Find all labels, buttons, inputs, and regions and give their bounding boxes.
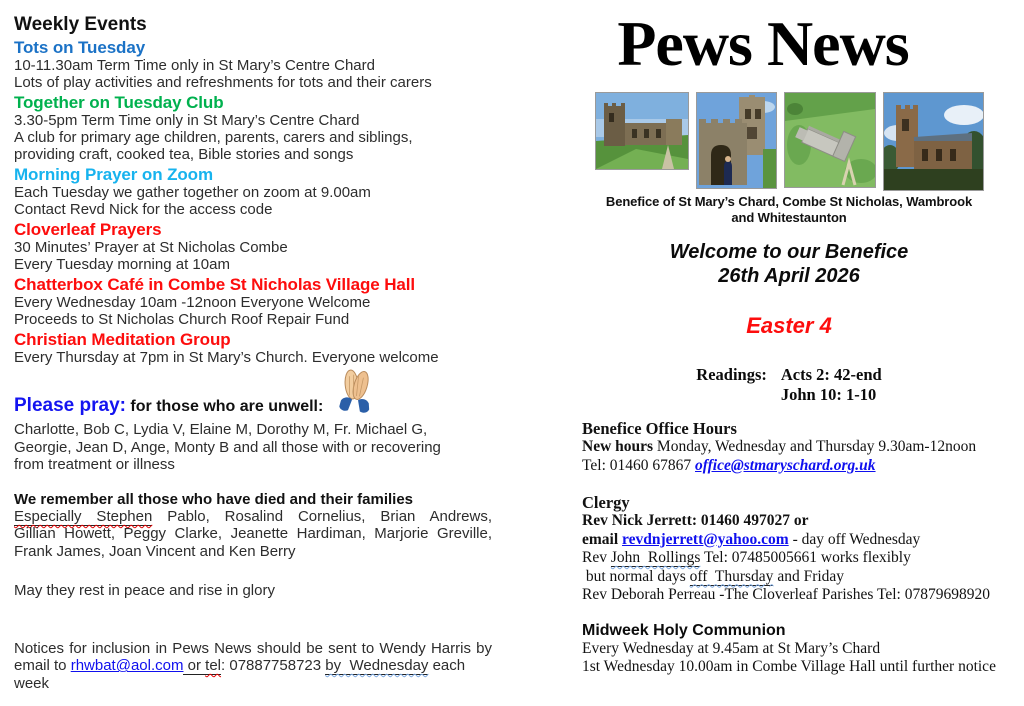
email-link-aol[interactable]: rhwbat@aol.com: [70, 657, 184, 675]
reading-line: John 10: 1-10: [780, 385, 877, 404]
masthead-title: Pews News: [617, 8, 909, 79]
welcome-heading: [556, 240, 1022, 288]
off-thursday-underlined-text: off Thursday: [689, 567, 774, 585]
midweek-heading: Midweek Holy Communion: [582, 621, 786, 639]
reading-line: Acts 2: 42-end: [780, 365, 882, 384]
remembrance-line: [14, 508, 492, 526]
office-hours-text: Monday, Wednesday and Thursday 9.30am-12noon: [653, 438, 977, 455]
event-line: Proceeds to St Nicholas Church Roof Repair Fund: [14, 311, 350, 328]
event-tots-on-tuesday: [14, 38, 492, 91]
event-cloverleaf-prayers: [14, 220, 492, 273]
church-photo-combe-porch: [696, 92, 777, 189]
event-line: 10-11.30am Term Time only in St Mary’s Centre Chard: [14, 57, 375, 74]
event-title: Tots on Tuesday: [14, 38, 146, 57]
please-pray-subheading: for those who are unwell:: [130, 398, 324, 415]
notices-text: : 07887758723: [221, 657, 326, 675]
pray-names-line: Charlotte, Bob C, Lydia V, Elaine M, Dorothy M, Fr. Michael G,: [14, 421, 428, 438]
event-line: 3.30-5pm Term Time only in St Mary’s Centre Chard: [14, 112, 360, 129]
event-line: 30 Minutes’ Prayer at St Nicholas Combe: [14, 239, 288, 256]
office-hours-line: [582, 438, 1022, 457]
clergy-line-nick: Rev Nick Jerrett: 01460 497027 or: [582, 512, 809, 529]
church-photo-st-marys-chard: [595, 92, 689, 170]
tel-underlined-text: tel: [205, 657, 222, 675]
midweek-line: 1st Wednesday 10.00am in Combe Village Hall until further notice: [582, 658, 996, 675]
season-heading: Easter 4: [746, 313, 832, 338]
clergy-text: and Friday: [773, 567, 845, 585]
email-link-yahoo[interactable]: revdnjerrett@yahoo.com: [622, 530, 789, 548]
email-label: email: [582, 530, 623, 548]
event-line: Every Thursday at 7pm in St Mary’s Church. Everyone welcome: [14, 349, 439, 366]
remembrance-line: Gillian Howett, Peggy Clarke, Jeanette Hardiman, Marjorie Greville,: [14, 525, 492, 543]
clergy-text: but normal days: [582, 567, 690, 585]
notices-text: email to: [14, 657, 71, 675]
remembrance-section: [14, 491, 492, 599]
event-morning-prayer: [14, 165, 492, 218]
clergy-text: - day off Wednesday: [788, 530, 921, 548]
benefice-caption-line: and Whitestaunton: [731, 210, 847, 225]
by-wednesday-underlined-text: by Wednesday: [325, 657, 429, 675]
pray-names-line: from treatment or illness: [14, 456, 175, 474]
event-chatterbox-cafe: [14, 275, 492, 328]
praying-hands-icon: [334, 369, 378, 420]
event-line: providing craft, cooked tea, Bible stories and songs: [14, 146, 354, 163]
event-title: Morning Prayer on Zoom: [14, 165, 213, 184]
notices-text: or: [183, 657, 206, 675]
readings-label: Readings:: [696, 365, 767, 384]
church-photo-whitestaunton: [883, 92, 984, 191]
event-line: Each Tuesday we gather together on zoom at 9.00am: [14, 184, 371, 201]
office-tel-text: Tel: 01460 67867: [582, 456, 696, 474]
office-heading: Benefice Office Hours: [582, 419, 737, 438]
clergy-heading: Clergy: [582, 493, 630, 512]
please-pray-heading: Please pray:: [14, 395, 126, 416]
midweek-line: Every Wednesday at 9.45am at St Mary’s Chard: [582, 639, 881, 657]
clergy-line-rollings: [582, 549, 1022, 568]
church-photo-aerial-wambrook: [784, 92, 876, 188]
church-photos-row: [556, 92, 1022, 191]
clergy-line-email: [582, 531, 1022, 550]
remembrance-line: Frank James, Joan Vincent and Ken Berry: [14, 542, 296, 560]
clergy-line-deborah: Rev Deborah Perreau -The Cloverleaf Parishes Tel: 07879698920: [582, 586, 990, 603]
especially-underlined-text: Especially Stephen: [14, 507, 153, 525]
event-title: Together on Tuesday Club: [14, 93, 224, 112]
clergy-line-days: [582, 568, 1022, 587]
event-line: Lots of play activities and refreshments for tots and their carers: [14, 74, 432, 91]
left-column: [14, 14, 492, 692]
notices-text: each week: [14, 657, 470, 692]
clergy-text: Rev: [582, 549, 611, 566]
john-rollings-underlined-text: John Rollings: [610, 549, 701, 566]
pray-names-line: Georgie, Jean D, Ange, Monty B and all those with or recovering: [14, 438, 441, 456]
right-column: [556, 8, 1022, 677]
office-hours-section: [556, 419, 1022, 475]
midweek-communion-section: [556, 621, 1022, 677]
event-line: Contact Revd Nick for the access code: [14, 201, 273, 218]
event-title: Christian Meditation Group: [14, 330, 231, 349]
event-title: Chatterbox Café in Combe St Nicholas Village Hall: [14, 275, 415, 294]
notices-line: Notices for inclusion in Pews News should be sent to Wendy Harris by: [14, 639, 492, 657]
closing-line: May they rest in peace and rise in glory: [14, 581, 275, 599]
remembrance-text: Pablo, Rosalind Cornelius, Brian Andrews,: [152, 507, 492, 525]
readings-list: [781, 365, 882, 405]
pray-names: [14, 421, 492, 474]
email-link-office[interactable]: office@stmaryschard.org.uk: [695, 456, 876, 474]
new-hours-label: New hours: [582, 438, 654, 455]
benefice-caption-line: Benefice of St Mary’s Chard, Combe St Nicholas, Wambrook: [605, 194, 973, 209]
please-pray-section: [14, 395, 492, 474]
event-line: A club for primary age children, parents, carers and siblings,: [14, 129, 413, 146]
event-line: Every Tuesday morning at 10am: [14, 256, 230, 273]
clergy-section: [556, 493, 1022, 605]
clergy-text: Tel: 07485005661 works flexibly: [700, 549, 911, 566]
remembrance-heading: We remember all those who have died and their families: [14, 490, 414, 508]
weekly-events-heading: Weekly Events: [14, 14, 147, 35]
notices-paragraph: [14, 640, 492, 693]
readings-block: [556, 365, 1022, 405]
benefice-caption: [556, 194, 1022, 226]
event-line: Every Wednesday 10am -12noon Everyone Welcome: [14, 294, 371, 311]
event-together-on-tuesday: [14, 93, 492, 163]
event-christian-meditation: [14, 330, 492, 366]
date-line: 26th April 2026: [718, 265, 860, 287]
notices-line: [14, 657, 492, 692]
event-title: Cloverleaf Prayers: [14, 220, 162, 239]
office-tel-line: [582, 457, 1022, 476]
welcome-line: Welcome to our Benefice: [669, 241, 909, 263]
